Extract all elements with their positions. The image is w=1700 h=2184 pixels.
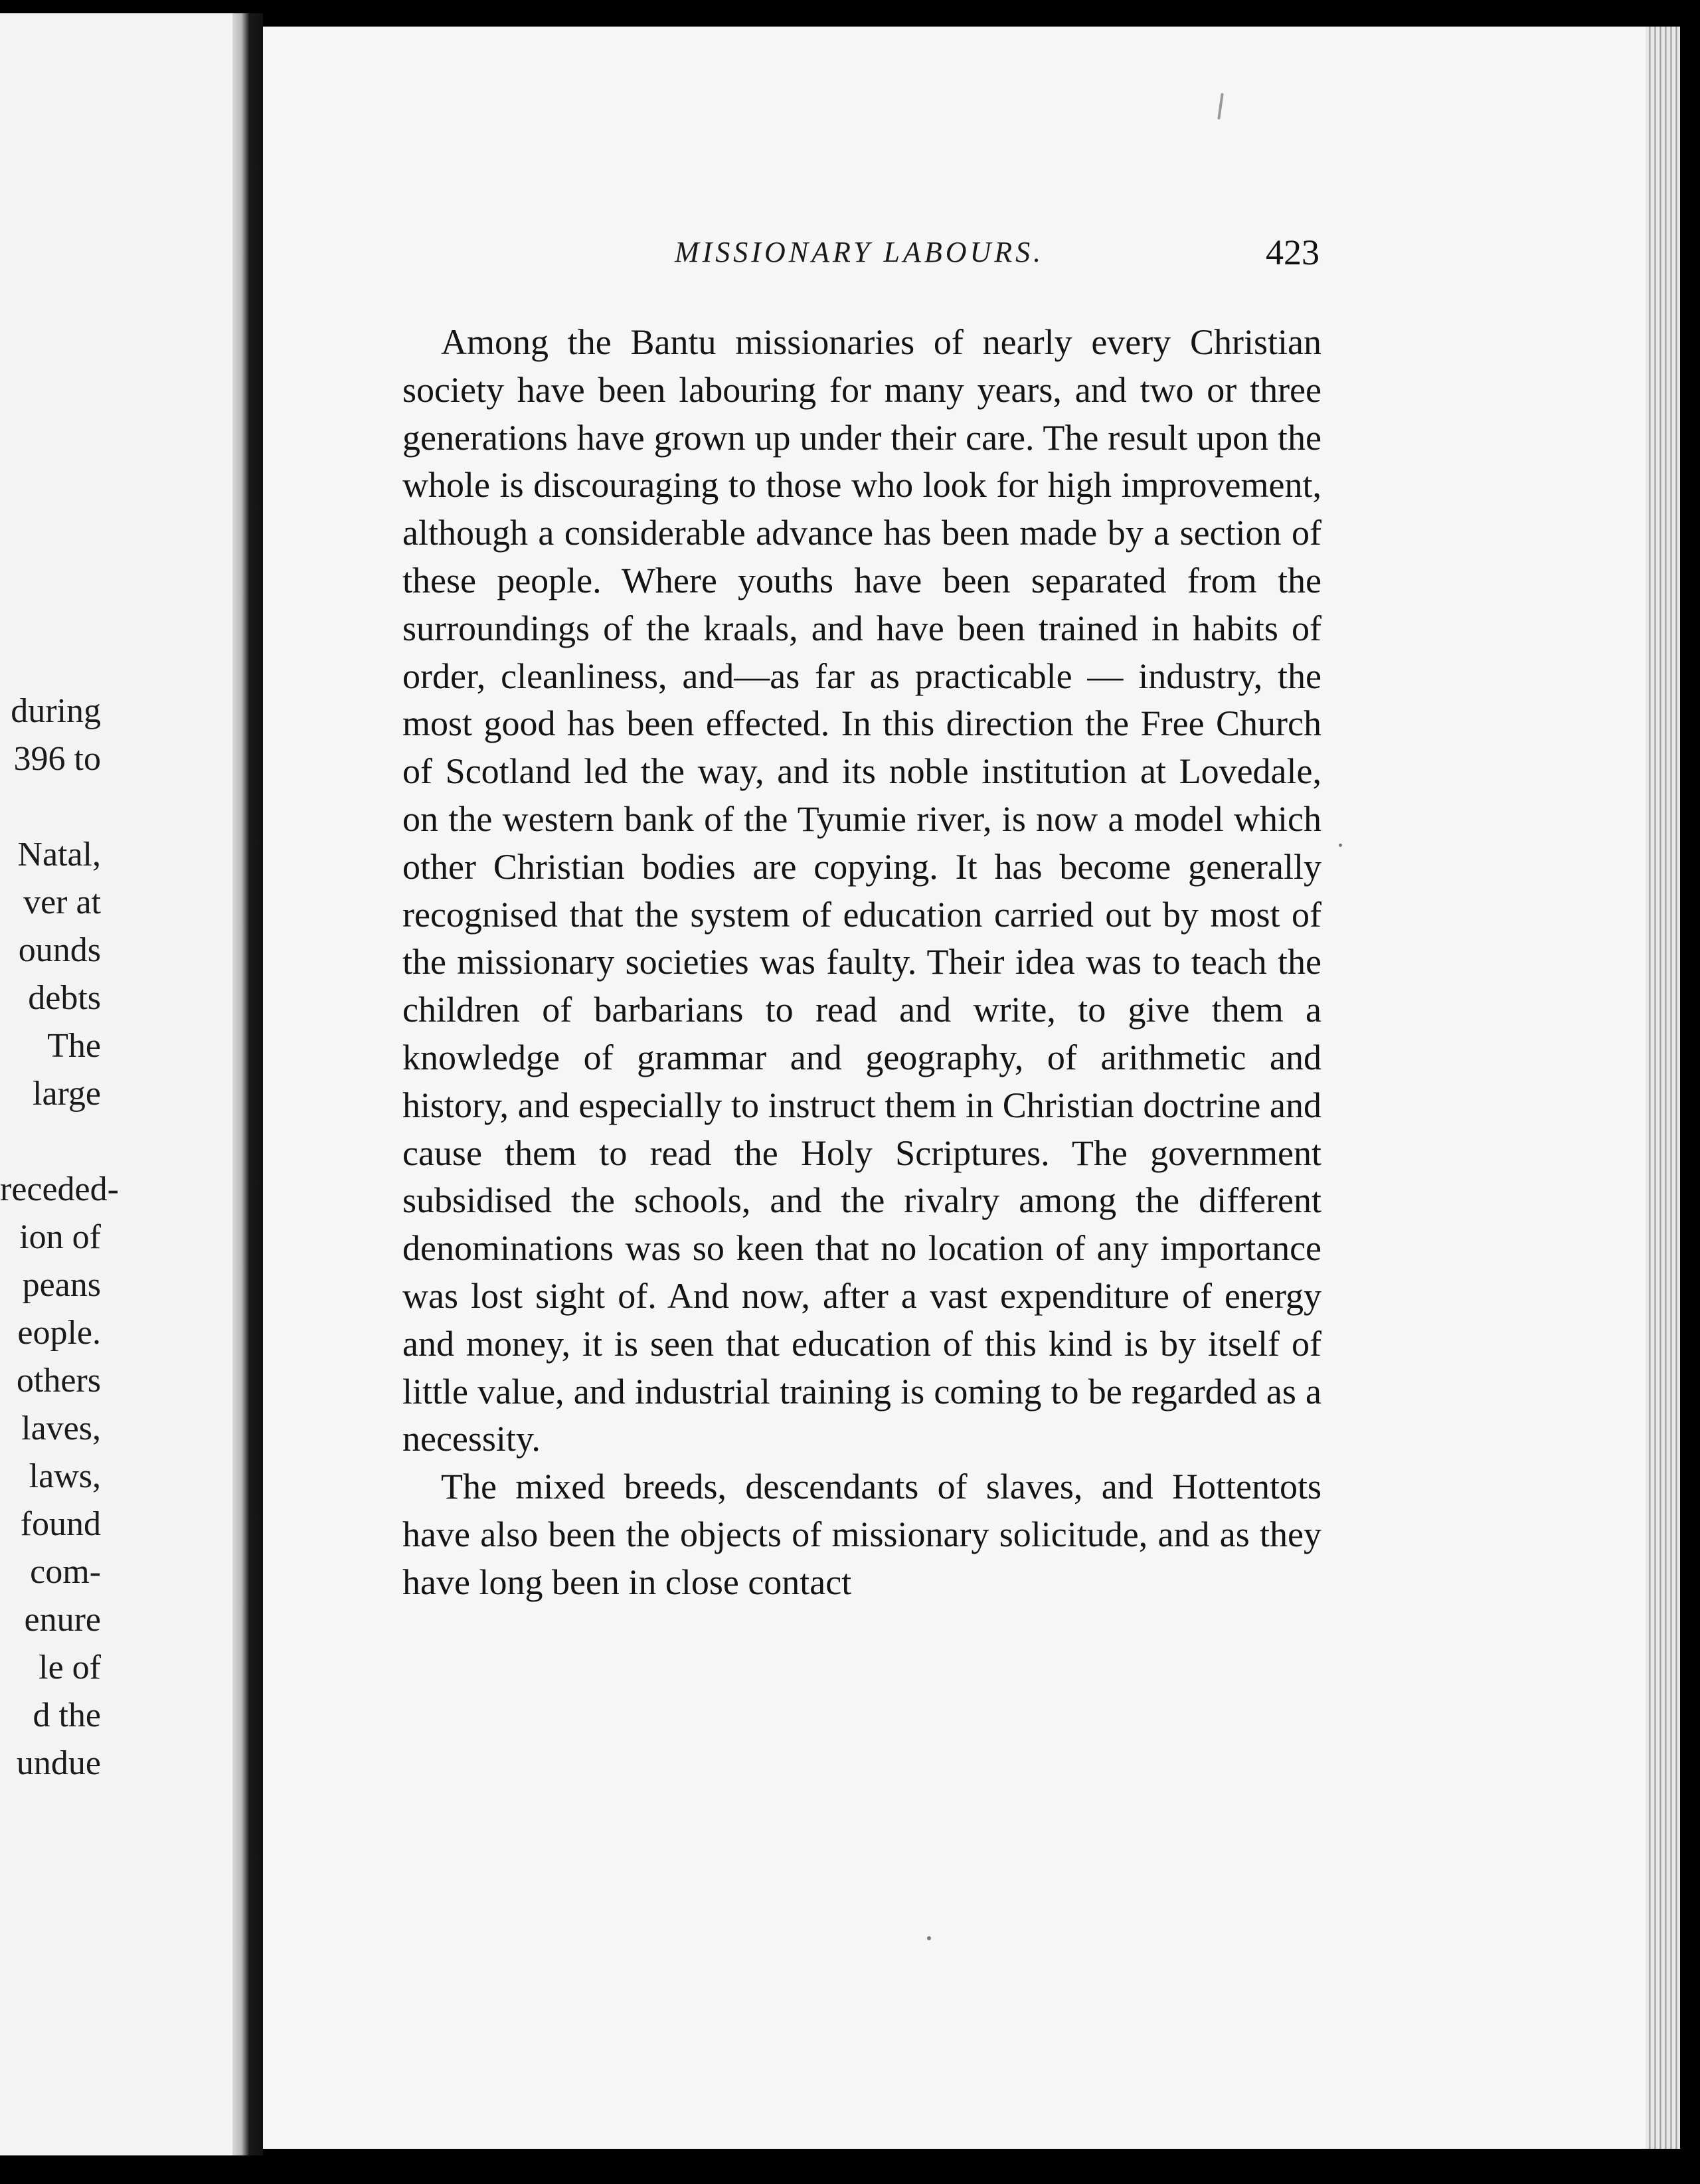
left-fragment-line: d the xyxy=(33,1696,101,1734)
left-fragment-line: le of xyxy=(39,1649,101,1686)
left-fragment-line: debts xyxy=(28,979,101,1017)
body-text xyxy=(402,319,1321,1607)
left-fragment-line xyxy=(0,1118,101,1166)
left-fragment-line: found xyxy=(20,1505,101,1543)
running-head-title: MISSIONARY LABOURS. xyxy=(675,236,1045,268)
running-head xyxy=(263,226,1325,279)
left-fragment-line: ion of xyxy=(19,1218,101,1256)
paragraph: Among the Bantu missionaries of nearly every Christian society have been labouring for many years, and two or three generations have grown up under their care. The result upon the whole is discouraging to those who look for high improvement, although a considerable advance has been made by a section of these people. Where youths have been separated from the surroundings of the kraals, and have been trained in habits of order, cleanliness, and—as far as practicable — industry, the most good has been effected. In this direction the Free Church of Scotland led the way, and its noble institution at Lovedale, on the western bank of the Tyumie river, is now a model which other Christian bodies are copying. It has become generally recognised that the system of education carried out by most of the missionary societies was faulty. Their idea was to teach the children of barbarians to read and write, to give them a knowledge of grammar and geography, of arithmetic and history, and especially to instruct them in Christian doctrine and cause them to read the Holy Scriptures. The government subsidised the schools, and the rivalry among the different denominations was so keen that no location of any importance was lost sight of. And now, after a vast expenditure of energy and money, it is seen that education of this kind is by itself of little value, and industrial training is coming to be regarded as a necessity. xyxy=(402,322,1321,1459)
left-fragment-line: receded- xyxy=(0,1170,119,1208)
left-fragment-line: undue xyxy=(16,1744,101,1782)
left-page-line-fragments xyxy=(0,687,119,1787)
left-fragment-line: Natal, xyxy=(17,836,101,873)
left-fragment-line: com- xyxy=(30,1553,101,1591)
right-page xyxy=(263,27,1646,2149)
left-fragment-line: large xyxy=(33,1075,101,1113)
left-fragment-line: others xyxy=(16,1362,101,1400)
left-fragment-line: laws, xyxy=(29,1457,101,1495)
left-fragment-line: The xyxy=(47,1027,101,1065)
page-number: 423 xyxy=(1266,232,1319,272)
left-fragment-line: laves, xyxy=(21,1410,101,1447)
left-fragment-line: ounds xyxy=(18,931,101,969)
page-edge-stack xyxy=(1646,27,1680,2149)
left-fragment-line: peans xyxy=(22,1266,101,1304)
book-gutter xyxy=(232,13,263,2155)
left-fragment-line: eople. xyxy=(17,1314,101,1352)
left-fragment-line: 396 to xyxy=(13,740,101,778)
left-fragment-line xyxy=(0,783,101,831)
left-fragment-line: during xyxy=(11,692,101,730)
left-facing-page xyxy=(0,13,232,2155)
left-fragment-line: ver at xyxy=(23,883,101,921)
left-fragment-line: enure xyxy=(24,1601,101,1639)
paragraph: The mixed breeds, descendants of slaves, and Hottentots have also been the objects of missionary solicitude, and as they have long been in close contact xyxy=(402,1467,1321,1602)
